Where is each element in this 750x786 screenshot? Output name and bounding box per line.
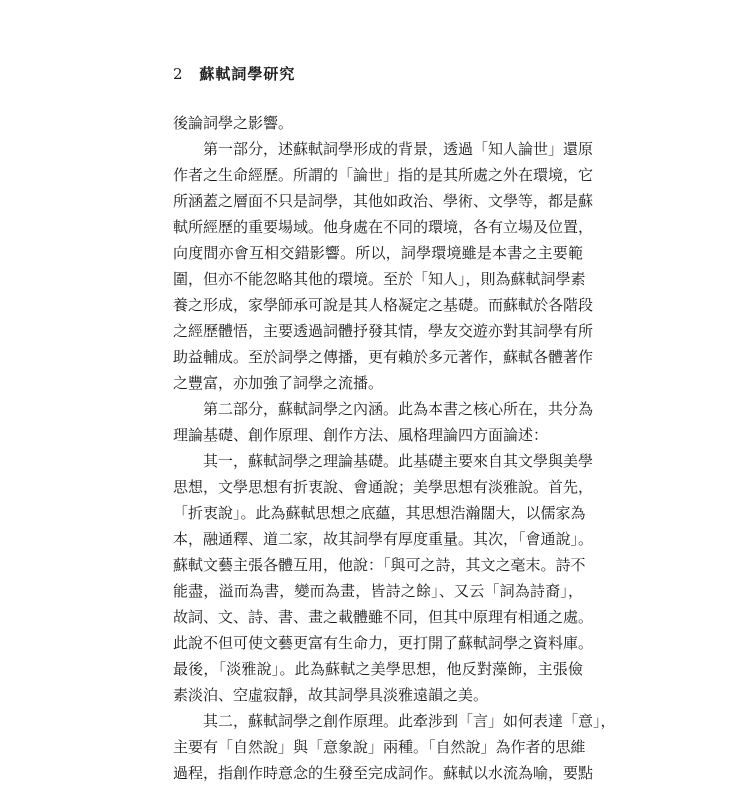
text-line: 助益輔成。至於詞學之傳播，更有賴於多元著作，蘇軾各體著作 (173, 348, 594, 366)
text-line: 此說不但可使文藝更富有生命力，更打開了蘇軾詞學之資料庫。 (173, 634, 594, 652)
text-line: 向度間亦會互相交錯影響。所以，詞學環境雖是本書之主要範 (173, 244, 583, 262)
text-line: 圍，但亦不能忽略其他的環境。至於「知人」，則為蘇軾詞學素 (173, 270, 586, 288)
text-line: 蘇軾文藝主張各體互用，他說：「與可之詩，其文之毫末。詩不 (173, 556, 586, 574)
text-line: 理論基礎、創作原理、創作方法、風格理論四方面論述： (173, 426, 549, 444)
text-line: 第二部分，蘇軾詞學之內涵。此為本書之核心所在，共分為 (173, 400, 594, 418)
text-line: 其一，蘇軾詞學之理論基礎。此基礎主要來自其文學與美學 (173, 452, 594, 470)
text-line: 素淡泊、空虛寂靜，故其詞學具淡雅遠韻之美。 (173, 686, 489, 704)
text-line: 養之形成，家學師承可說是其人格凝定之基礎。而蘇軾於各階段 (173, 296, 594, 314)
text-line: 思想，文學思想有折衷說、會通說；美學思想有淡雅說。首先， (173, 478, 594, 496)
text-line: 過程，指創作時意念的生發至完成詞作。蘇軾以水流為喻，要點 (173, 764, 594, 782)
text-line: 「折衷說」。此為蘇軾思想之底蘊，其思想浩瀚闊大，以儒家為 (173, 504, 586, 522)
text-line: 第一部分，述蘇軾詞學形成的背景，透過「知人論世」還原 (173, 140, 594, 158)
text-line: 能盡，溢而為書，變而為畫，皆詩之餘」、又云「詞為詩裔」， (173, 582, 583, 600)
text-line: 其二，蘇軾詞學之創作原理。此牽涉到「言」如何表達「意」， (173, 712, 616, 730)
text-line: 之經歷體悟，主要透過詞體抒發其情，學友交遊亦對其詞學有所 (173, 322, 594, 340)
text-line: 所涵蓋之層面不只是詞學，其他如政治、學術、文學等，都是蘇 (173, 192, 594, 210)
running-title: 蘇軾詞學研究 (199, 65, 296, 83)
text-line: 後論詞學之影響。 (173, 114, 294, 132)
text-line: 故詞、文、詩、書、畫之載體雖不同，但其中原理有相通之處。 (173, 608, 594, 626)
body-text (173, 110, 616, 786)
text-line: 之豐富，亦加強了詞學之流播。 (173, 374, 384, 392)
text-line: 最後，「淡雅說」。此為蘇軾之美學思想，他反對藻飾，主張儉 (173, 660, 583, 678)
text-line: 本，融通釋、道二家，故其詞學有厚度重量。其次，「會通說」。 (173, 530, 594, 548)
text-line: 主要有「自然說」與「意象說」兩種。「自然說」為作者的思維 (173, 738, 586, 756)
page-header (173, 64, 295, 84)
text-line: 作者之生命經歷。所謂的「論世」指的是其所處之外在環境，它 (173, 166, 594, 184)
text-line: 軾所經歷的重要場域。他身處在不同的環境，各有立場及位置， (173, 218, 594, 236)
page-number: 2 (173, 65, 183, 83)
